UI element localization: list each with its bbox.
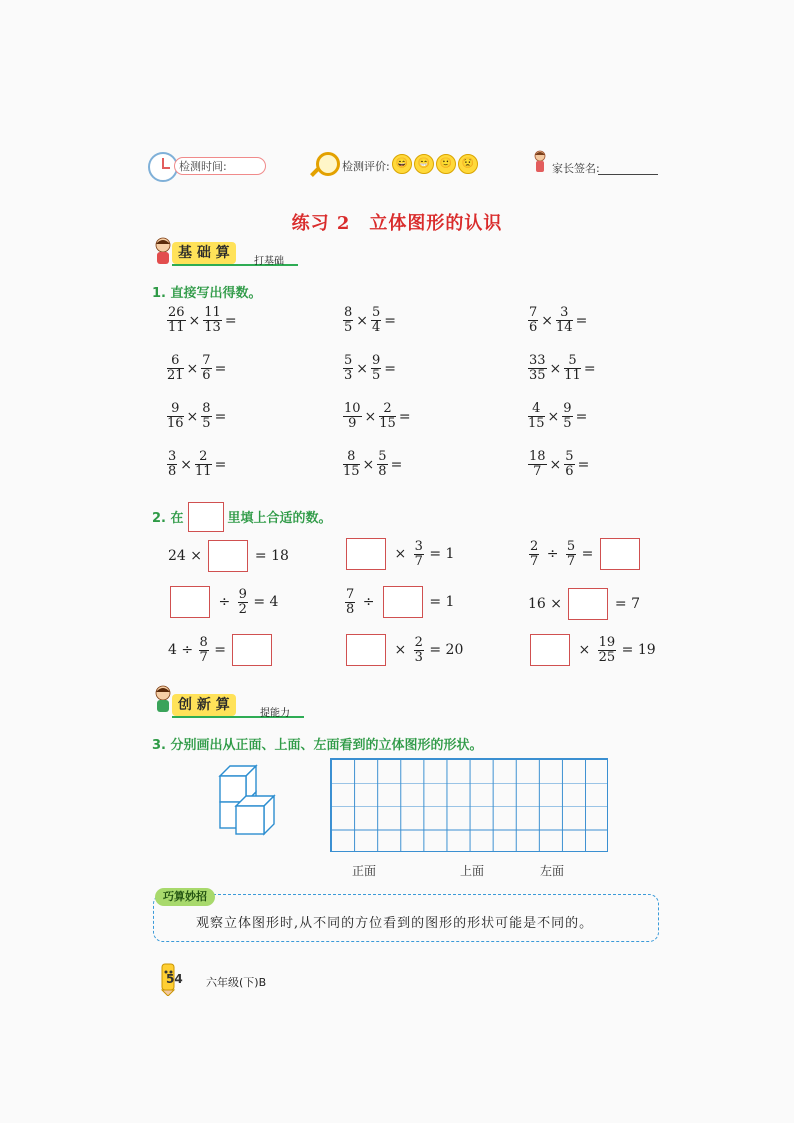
- q2-item-3: [528, 538, 642, 570]
- answer-box[interactable]: [530, 634, 570, 666]
- face-smile-icon[interactable]: 🙂: [436, 154, 456, 174]
- page-title: 练习 2 立体图形的认识: [291, 213, 503, 234]
- fraction: $\frac{9}{16}$: [167, 401, 184, 431]
- q1-item: [342, 354, 398, 383]
- fraction: $\frac{6}{21}$: [167, 353, 184, 383]
- fraction: $\frac{8}{5}$: [202, 401, 211, 431]
- fraction: $\frac{7}{6}$: [529, 305, 538, 335]
- cube-figure: [216, 762, 280, 838]
- divide-sign: ÷: [218, 594, 231, 610]
- q2-item-6-left: 16 ×: [528, 596, 562, 612]
- question-2-suffix: 里填上合适的数。: [227, 511, 332, 526]
- parent-signature-label: 家长签名:: [552, 162, 600, 175]
- q2-item-9-right: = 19: [621, 642, 656, 658]
- fraction: $\frac{5}{6}$: [565, 449, 574, 479]
- face-sad-icon[interactable]: 😟: [458, 154, 478, 174]
- q2-item-2: [344, 538, 454, 570]
- fraction: $\frac{18}{7}$: [529, 449, 546, 479]
- section1-subtitle: 打基础: [254, 256, 284, 267]
- evaluation-label: 检测评价:: [342, 160, 390, 173]
- fraction: $\frac{7}{8}$: [346, 586, 355, 617]
- q2-item-5-right: = 1: [429, 594, 455, 610]
- answer-box[interactable]: [208, 540, 248, 572]
- question-1-label: 1. 直接写出得数。: [152, 286, 262, 301]
- q1-item: [342, 306, 398, 335]
- fraction: $\frac{9}{5}$: [372, 353, 381, 383]
- times-sign: ×: [549, 456, 562, 473]
- q2-item-1-left: 24 ×: [168, 548, 202, 564]
- view-label-left: 左面: [540, 864, 565, 878]
- q2-item-4-right: = 4: [253, 594, 279, 610]
- fraction: $\frac{4}{15}$: [528, 401, 545, 431]
- fraction: $\frac{8}{7}$: [199, 634, 208, 665]
- answer-box[interactable]: [170, 586, 210, 618]
- q2-item-5: [344, 586, 454, 618]
- divide-sign: ÷: [546, 546, 559, 562]
- fraction: $\frac{3}{7}$: [414, 538, 423, 569]
- fraction: $\frac{26}{11}$: [168, 305, 185, 335]
- section2-badge: 创 新 算: [172, 694, 236, 716]
- q2-item-1: [168, 540, 289, 572]
- parent-icon: [532, 150, 548, 174]
- fraction: $\frac{7}{6}$: [202, 353, 211, 383]
- times-sign: ×: [394, 642, 407, 658]
- fraction: $\frac{3}{14}$: [556, 305, 573, 335]
- q1-item: [166, 402, 228, 431]
- fraction: $\frac{2}{11}$: [195, 449, 212, 479]
- fraction: $\frac{9}{2}$: [238, 586, 247, 617]
- times-sign: ×: [186, 360, 199, 377]
- q2-item-7: [168, 634, 274, 666]
- times-sign: ×: [186, 408, 199, 425]
- fraction: $\frac{5}{7}$: [566, 538, 576, 569]
- q1-item: [342, 450, 404, 479]
- fraction: $\frac{2}{7}$: [530, 538, 539, 569]
- sample-box: [188, 502, 224, 532]
- equals-sign: =: [581, 546, 594, 562]
- section1-header: [172, 245, 298, 267]
- fraction: $\frac{11}{13}$: [204, 305, 221, 335]
- test-time-field[interactable]: 检测时间:: [174, 157, 266, 175]
- answer-box[interactable]: [232, 634, 272, 666]
- q1-item: [166, 306, 239, 335]
- tip-text: 观察立体图形时,从不同的方位看到的图形的形状可能是不同的。: [196, 916, 594, 931]
- divide-sign: ÷: [362, 594, 375, 610]
- question-2-prefix: 2. 在: [152, 511, 184, 526]
- times-sign: ×: [547, 408, 560, 425]
- equals-sign: =: [214, 360, 227, 377]
- times-sign: ×: [364, 408, 377, 425]
- equals-sign: =: [577, 456, 590, 473]
- q1-item: [527, 450, 591, 479]
- equals-sign: =: [384, 360, 397, 377]
- page-number: 54: [166, 972, 183, 986]
- times-sign: ×: [362, 456, 375, 473]
- section2-subtitle: 提能力: [260, 708, 290, 719]
- times-sign: ×: [180, 456, 193, 473]
- drawing-grid[interactable]: [330, 758, 608, 852]
- equals-sign: =: [390, 456, 403, 473]
- q1-item: [527, 306, 589, 335]
- q1-item: [527, 402, 589, 431]
- fraction: $\frac{9}{5}$: [563, 401, 572, 431]
- equals-sign: =: [398, 408, 411, 425]
- q1-item: [527, 354, 598, 383]
- times-sign: ×: [356, 312, 369, 329]
- times-sign: ×: [578, 642, 591, 658]
- fraction: $\frac{19}{25}$: [598, 634, 616, 665]
- q2-item-4: [168, 586, 278, 618]
- q2-item-8: [344, 634, 463, 666]
- fraction: $\frac{8}{15}$: [343, 449, 360, 479]
- answer-box[interactable]: [383, 586, 423, 618]
- fraction: $\frac{33}{35}$: [529, 353, 546, 383]
- fraction: $\frac{8}{5}$: [344, 305, 353, 335]
- fraction: $\frac{3}{8}$: [168, 449, 177, 479]
- q2-item-2-right: = 1: [429, 546, 455, 562]
- q2-item-7-left: 4 ÷: [168, 642, 194, 658]
- fraction: $\frac{5}{3}$: [344, 353, 353, 383]
- equals-sign: =: [224, 312, 237, 329]
- section1-badge: 基 础 算: [172, 242, 236, 264]
- view-label-top: 上面: [460, 864, 485, 878]
- equals-sign: =: [575, 312, 588, 329]
- q2-item-1-right: = 18: [254, 548, 289, 564]
- fraction: $\frac{5}{8}$: [378, 449, 387, 479]
- section2-header: [172, 697, 304, 719]
- question-3-label: 3. 分别画出从正面、上面、左面看到的立体图形的形状。: [152, 738, 483, 753]
- question-2-label: [152, 502, 332, 532]
- face-happy-icon[interactable]: 😄: [392, 154, 412, 174]
- tip-tag: 巧算妙招: [155, 888, 215, 906]
- q1-item: [166, 450, 228, 479]
- times-sign: ×: [394, 546, 407, 562]
- q2-item-8-right: = 20: [429, 642, 464, 658]
- times-sign: ×: [188, 312, 201, 329]
- q2-item-9: [528, 634, 656, 666]
- equals-sign: =: [214, 408, 227, 425]
- magnifier-icon: [316, 152, 340, 176]
- parent-signature-line[interactable]: [598, 174, 658, 175]
- q1-item: [166, 354, 228, 383]
- q2-item-6-right: = 7: [614, 596, 640, 612]
- fraction: $\frac{5}{4}$: [372, 305, 381, 335]
- times-sign: ×: [356, 360, 369, 377]
- fraction: $\frac{5}{11}$: [564, 353, 581, 383]
- equals-sign: =: [384, 312, 397, 329]
- face-grin-icon[interactable]: 😁: [414, 154, 434, 174]
- book-label: 六年级(下)B: [206, 976, 267, 989]
- q1-item: [342, 402, 413, 431]
- answer-box[interactable]: [346, 538, 386, 570]
- view-label-front: 正面: [352, 864, 377, 878]
- q2-item-6: [528, 588, 640, 620]
- equals-sign: =: [214, 456, 227, 473]
- times-sign: ×: [541, 312, 554, 329]
- answer-box[interactable]: [568, 588, 608, 620]
- fraction: $\frac{2}{15}$: [379, 401, 396, 431]
- answer-box[interactable]: [600, 538, 640, 570]
- answer-box[interactable]: [346, 634, 386, 666]
- times-sign: ×: [549, 360, 562, 377]
- equals-sign: =: [214, 642, 227, 658]
- equals-sign: =: [583, 360, 596, 377]
- equals-sign: =: [575, 408, 588, 425]
- fraction: $\frac{10}{9}$: [344, 401, 361, 431]
- fraction: $\frac{2}{3}$: [414, 634, 423, 665]
